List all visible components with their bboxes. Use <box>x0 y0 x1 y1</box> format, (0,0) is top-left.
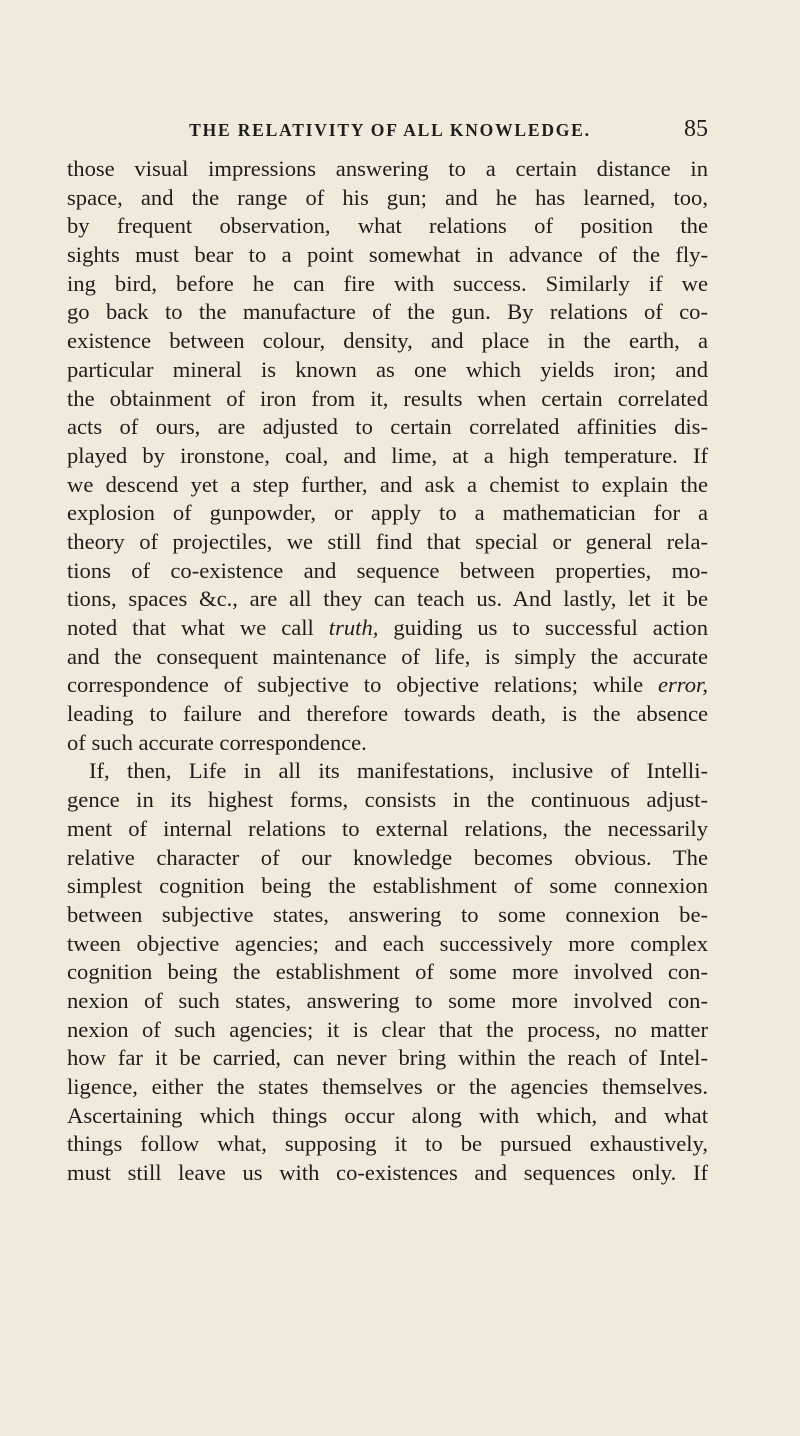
text-line: If, then, Life in all its manifestations, inclusive of Intelli- <box>89 758 708 784</box>
emphasis-truth: truth, <box>328 615 379 640</box>
text-line: existence between colour, density, and place in the earth, a <box>67 328 708 354</box>
text-line: relative character of our knowledge becomes obvious. The <box>67 844 708 870</box>
text-line: nexion of such states, answering to some more involved con- <box>67 987 708 1013</box>
text-line: gence in its highest forms, consists in the continuous adjust- <box>67 787 708 813</box>
text-segment: noted that what we call <box>67 615 314 640</box>
text-line: cognition being the establishment of some more involved con- <box>67 959 708 985</box>
text-line: we descend yet a step further, and ask a chemist to explain the <box>67 471 708 497</box>
text-line <box>67 614 708 643</box>
text-line: the obtainment of iron from it, results when certain correlated <box>67 385 708 411</box>
text-line: go back to the manufacture of the gun. By relations of co- <box>67 299 708 325</box>
text-line: simplest cognition being the establishment of some connexion <box>67 873 708 899</box>
emphasis-error: error, <box>657 672 708 698</box>
text-line: how far it be carried, can never bring within the reach of Intel- <box>67 1045 708 1071</box>
text-line: and the consequent maintenance of life, is simply the accurate <box>67 643 708 669</box>
text-line: ligence, either the states themselves or the agencies themselves. <box>67 1074 708 1099</box>
text-line: theory of projectiles, we still find that special or general rela- <box>67 528 708 554</box>
text-segment: correspondence of subjective to objective relations; while <box>67 672 644 698</box>
text-line: acts of ours, are adjusted to certain correlated affinities dis- <box>67 414 708 440</box>
text-line: sights must bear to a point somewhat in advance of the fly- <box>67 242 708 268</box>
text-segment: guiding us to successful action <box>393 615 708 640</box>
text-line: particular mineral is known as one which yields iron; and <box>67 356 708 382</box>
running-title: THE RELATIVITY OF ALL KNOWLEDGE. <box>189 120 591 140</box>
text-line: by frequent observation, what relations of position the <box>67 213 708 239</box>
text-line: things follow what, supposing it to be pursued exhaustively, <box>67 1131 708 1157</box>
page-number: 85 <box>684 116 708 142</box>
text-line: played by ironstone, coal, and lime, at a high temperature. If <box>67 442 708 468</box>
text-line: ing bird, before he can fire with success. Similarly if we <box>67 270 708 296</box>
text-line: tween objective agencies; and each successively more complex <box>67 930 708 956</box>
running-head <box>110 116 708 150</box>
text-line: space, and the range of his gun; and he has learned, too, <box>67 184 708 210</box>
text-line: must still leave us with co-existences and sequences only. If <box>67 1160 708 1186</box>
text-line <box>67 671 708 700</box>
text-line: explosion of gunpowder, or apply to a mathematician for a <box>67 500 708 526</box>
text-line: nexion of such agencies; it is clear that the process, no matter <box>67 1016 708 1042</box>
body-text <box>67 155 708 1188</box>
text-line: Ascertaining which things occur along with which, and what <box>67 1102 708 1128</box>
text-line: those visual impressions answering to a certain distance in <box>67 156 708 181</box>
text-line: tions of co-existence and sequence between properties, mo- <box>67 557 708 583</box>
text-line: of such accurate correspondence. <box>67 729 367 755</box>
text-line: between subjective states, answering to some connexion be- <box>67 901 708 927</box>
text-line: tions, spaces &c., are all they can teach us. And lastly, let it be <box>67 586 708 612</box>
text-line: leading to failure and therefore towards death, is the absence <box>67 701 708 727</box>
text-line: ment of internal relations to external relations, the necessarily <box>67 815 708 841</box>
